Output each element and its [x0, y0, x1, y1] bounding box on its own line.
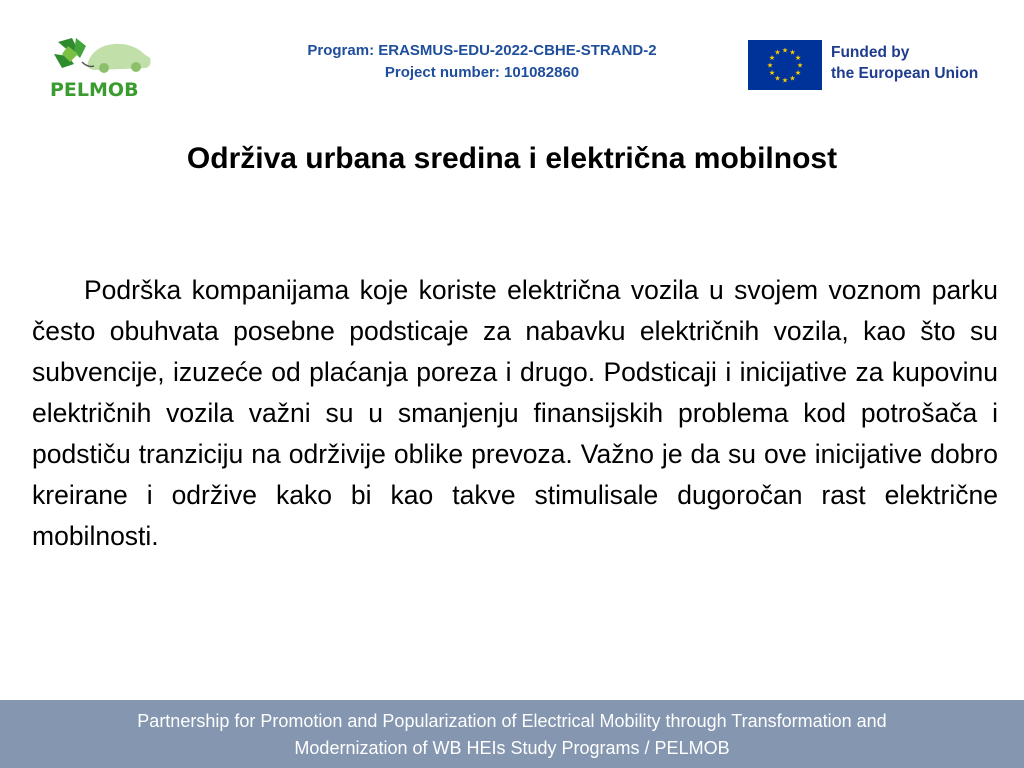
eu-star: ★: [789, 49, 796, 57]
eu-star: ★: [766, 62, 774, 70]
eu-star: ★: [789, 75, 796, 83]
slide-body-paragraph: Podrška kompanijama koje koriste električna vozila u svojem voznom parku često obuhvata posebne podsticaje za nabavku električnih vozila, kao što su subvencije, izuzeće od plaćanja poreza i drugo. Podsticaji i inicijative za kupovinu električnih vozila važni su u smanjenju finansijskih problema kod potrošača i podstiču tranziciju na održivije oblike prevoza. Važno je da su ove inicijative dobro kreirane i održive kako bi kao takve stimulisale dugoročan rast električne mobilnosti.: [32, 275, 998, 551]
eu-star: ★: [774, 75, 781, 83]
footer-line2: Modernization of WB HEIs Study Programs / PELMOB: [294, 738, 730, 758]
eu-star: ★: [768, 70, 776, 77]
slide-title: Održiva urbana sredina i električna mobilnost: [186, 142, 838, 175]
eu-star: ★: [781, 47, 789, 55]
pelmob-logo: [48, 32, 156, 102]
eu-funding-logo: [748, 40, 998, 90]
eu-star: ★: [768, 55, 776, 62]
project-number-line: Project number: 101082860: [384, 64, 580, 81]
slide-header: [0, 0, 1024, 110]
eu-star: ★: [781, 77, 789, 85]
recycle-car-icon: [48, 32, 156, 102]
footer-line1: Partnership for Promotion and Popularization of Electrical Mobility through Transformation and: [137, 711, 887, 731]
logo-text: PELMOB: [50, 79, 139, 101]
eu-star: ★: [794, 55, 802, 62]
program-info: [262, 40, 702, 84]
eu-flag-icon: [748, 40, 822, 90]
eu-star: ★: [774, 49, 781, 57]
eu-star: ★: [794, 70, 802, 77]
eu-star: ★: [796, 62, 804, 70]
eu-funding-text: [831, 42, 1001, 84]
eu-funding-line2: the European Union: [831, 65, 979, 82]
program-line: Program: ERASMUS-EDU-2022-CBHE-STRAND-2: [307, 42, 657, 59]
eu-funding-line1: Funded by: [831, 44, 910, 61]
slide-footer: [0, 700, 1024, 768]
